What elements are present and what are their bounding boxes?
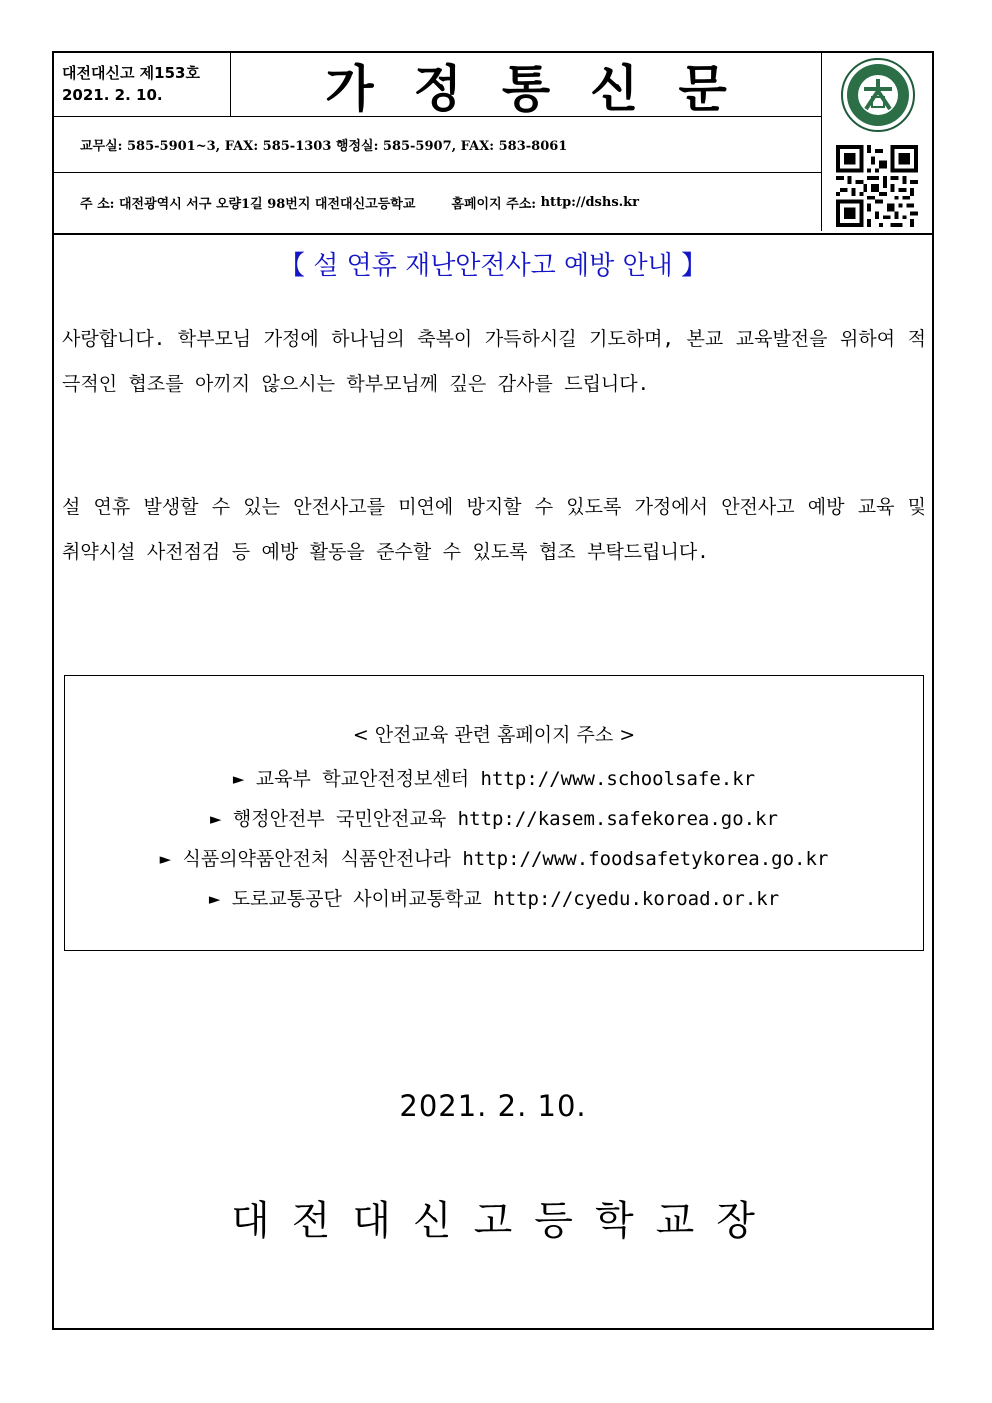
address: 대전광역시 서구 오량1길 98번지 대전대신고등학교 — [118, 196, 416, 212]
link-item-foodsafety[interactable]: ► 식품의약품안전처 식품안전나라 http://www.foodsafetykorea.go.kr — [159, 848, 829, 870]
link-item-schoolsafe[interactable]: ► 교육부 학교안전정보센터 http://www.schoolsafe.kr — [232, 768, 756, 790]
issue-number: 대전대신고 제153호 — [62, 64, 200, 82]
issue-info — [54, 53, 231, 117]
document-page — [52, 51, 934, 1330]
principal-signature: 대전대신고등학교장 — [231, 1198, 777, 1244]
qr-code-icon — [836, 145, 918, 227]
link-item-cyedu[interactable]: ► 도로교통공단 사이버교통학교 http://cyedu.koroad.or.kr — [208, 888, 780, 910]
school-logo-icon — [840, 57, 916, 133]
links-title: < 안전교육 관련 홈페이지 주소 > — [352, 724, 636, 746]
notice-headline: 【 설 연휴 재난안전사고 예방 안내 】 — [278, 251, 708, 281]
link-item-kasem[interactable]: ► 행정안전부 국민안전교육 http://kasem.safekorea.go.kr — [210, 808, 778, 830]
contact-line: 교무실: 585-5901~3, FAX: 585-1303 행정실: 585-5907, FAX: 583-8061 — [54, 117, 821, 173]
homepage-link[interactable]: http://dshs.kr — [540, 194, 640, 210]
footer-date: 2021. 2. 10. — [399, 1089, 587, 1123]
address-label: 주 소: — [80, 196, 115, 212]
document-title: 가정통신문 — [231, 53, 821, 117]
homepage-label: 홈페이지 주소: — [451, 196, 537, 212]
issue-date: 2021. 2. 10. — [62, 86, 163, 104]
logo-qr-cell — [821, 53, 935, 231]
safety-links-box — [64, 675, 924, 951]
paragraph-greeting: 사랑합니다. 학부모님 가정에 하나님의 축복이 가득하시길 기도하며, 본교 교육발전을 위하여 적극적인 협조를 아끼지 않으시는 학부모님께 깊은 감사를 드립니다. — [62, 328, 926, 395]
address-line — [54, 173, 821, 231]
letterhead — [54, 53, 932, 235]
paragraph-request: 설 연휴 발생할 수 있는 안전사고를 미연에 방지할 수 있도록 가정에서 안전사고 예방 교육 및 취약시설 사전점검 등 예방 활동을 준수할 수 있도록 협조 부탁드립니다. — [62, 496, 926, 563]
